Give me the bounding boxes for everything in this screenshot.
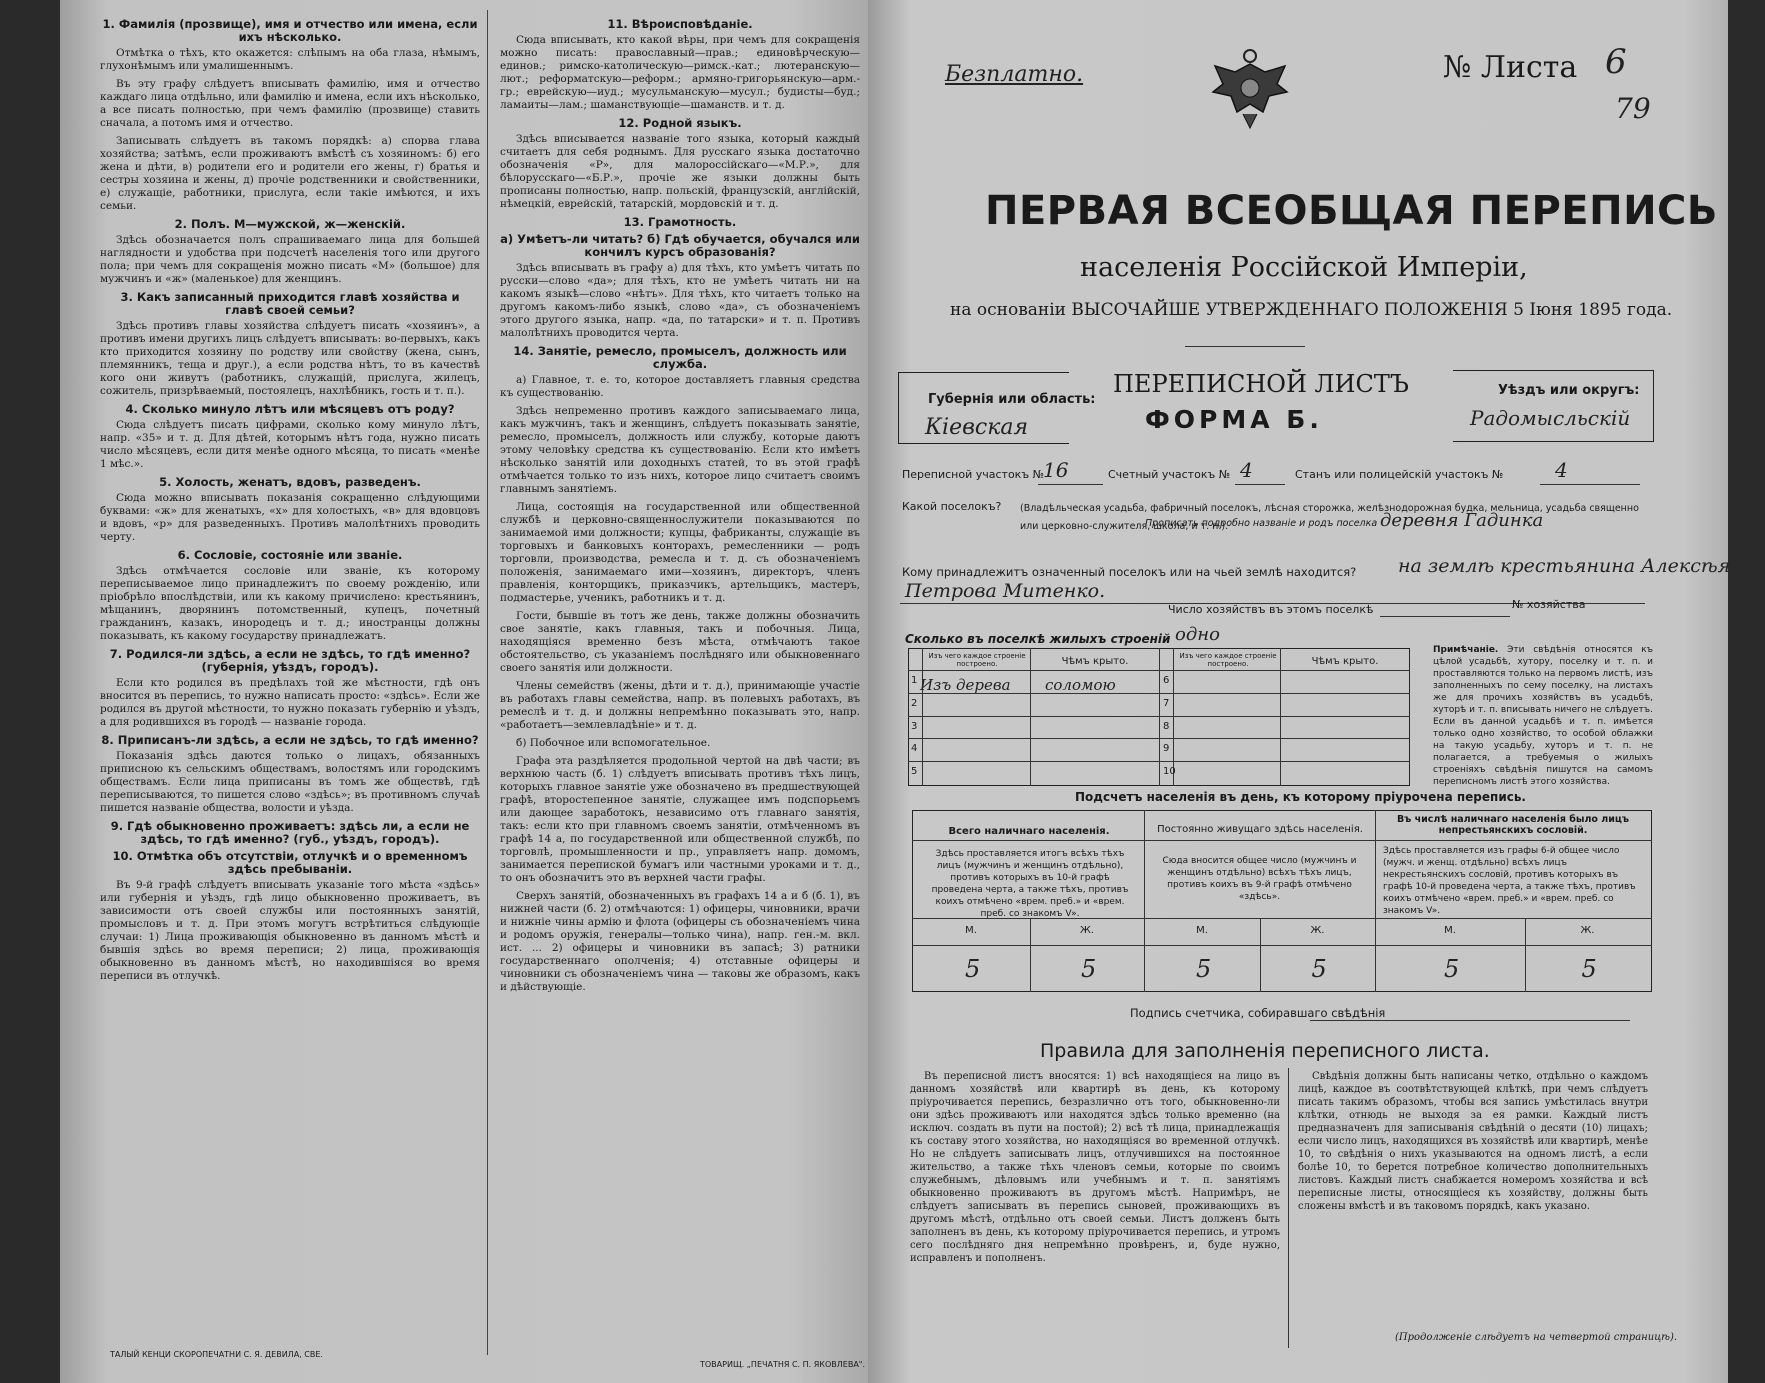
male-label: М. (1444, 925, 1456, 936)
count-district-value: 4 (1240, 458, 1253, 482)
bld-row-number: 5 (911, 766, 918, 778)
instructions-column-1 (100, 14, 480, 1344)
bld-row-number: 4 (911, 743, 918, 755)
count-col1-text: Здѣсь проставляется итогъ всѣхъ тѣхъ лицъ (мужчинъ и женщинъ отдѣльно), противъ которыхъ въ 10-й графѣ проведена черта, а также тѣхъ, противъ коихъ отмѣчено «врем. преб.» и «врем. преб. со знакомъ V». (931, 849, 1129, 919)
form-title: ПЕРЕПИСНОЙ ЛИСТЪ (1113, 370, 1409, 398)
census-basis: на основаніи ВЫСОЧАЙШЕ УТВЕРЖДЕННАГО ПОЛОЖЕНІЯ 5 Іюня 1895 года. (950, 300, 1673, 320)
instruction-paragraph: Если кто родился въ предѣлахъ той же мѣстности, гдѣ онъ вносится въ перепись, то нужно написать просто: «здѣсь». Если же родился въ другой мѣстности, то нужно показать губернію и уѣздъ, а для родившихся въ городѣ — названіе города. (100, 677, 480, 728)
buildings-label: Сколько въ поселкѣ жилыхъ строеній (905, 632, 1171, 646)
census-subtitle: населенія Россійской Имперіи, (1080, 252, 1528, 283)
instruction-paragraph: б) Побочное или вспомогательное. (516, 737, 711, 749)
bld-row-number: 2 (911, 697, 918, 709)
rules-column-2 (1298, 1070, 1648, 1332)
instructions-column-2 (500, 14, 860, 1344)
column-divider (487, 10, 488, 1355)
census-title: ПЕРВАЯ ВСЕОБЩАЯ ПЕРЕПИСЬ (985, 188, 1718, 234)
bld-row-number: 3 (911, 720, 918, 732)
bld-row-number: 9 (1163, 743, 1170, 755)
instruction-paragraph: Сюда слѣдуетъ писать цифрами, сколько кому минуло лѣтъ, напр. «35» и т. д. Для дѣтей, которымъ нѣтъ года, нужно писать число мѣсяцевъ, если дитя менѣе одного мѣсяца, то писать «менѣе 1 мѣс.». (100, 419, 480, 470)
instruction-paragraph: Здѣсь вписывать въ графу а) для тѣхъ, кто умѣетъ читать по русски—слово «да»; для тѣхъ, кто не умѣетъ читать ни на какомъ языкѣ—слово «нѣтъ». Для тѣхъ, кто читаетъ только на другомъ какомъ-либо языкѣ, слово «да», съ обозначеніемъ этого другого языка, напр. «да, по татарски» и т. п. Противъ малолѣтнихъ проводится черта. (500, 262, 860, 339)
instruction-paragraph: Въ эту графу слѣдуетъ вписывать фамилію, имя и отчество каждаго лица отдѣльно, или фамилію и имена, если ихъ нѣсколько, а все писать полностью, при чемъ фамилію (прозвище) ставить сначала, а потомъ имя и отчество. (100, 78, 480, 129)
female-label: Ж. (1310, 925, 1325, 936)
bld-row-line (908, 761, 1410, 762)
instruction-paragraph: Сверхъ занятій, обозначенныхъ въ графахъ 14 а и б (б. 1), въ нижней части (б. 2) отмѣчаются: 1) офицеры, чиновники, врачи и нижніе чины армію и флота (офицеры съ обозначеніемъ чина и родомъ оружія, генералы—только чина), напр. ген.-м. вкл. ист. ... 2) офицеры и чиновники въ запасѣ; 3) ратники государственнаго ополченія; 4) отставные офицеры и чиновники съ обозначеніемъ чина — таковы же образомъ, какъ и дѣйствующіе. (500, 890, 860, 993)
printer-footer-right: ТОВАРИЩ. „ПЕЧАТНЯ С. П. ЯКОВЛЕВА". (700, 1360, 866, 1369)
census-district-value: 16 (1043, 458, 1069, 482)
count-value: 5 (1081, 955, 1097, 983)
rules-title: Правила для заполненія переписного листа. (1040, 1040, 1490, 1062)
male-label: М. (965, 925, 977, 936)
owner-value-2: Петрова Митенко. (905, 580, 1106, 602)
count-table-v2 (1375, 810, 1376, 992)
buildings-table-header-line (908, 670, 1410, 671)
instruction-paragraph: Показанія здѣсь даются только о лицахъ, обязанныхъ приписною къ сельскимъ обществамъ, волостямъ или городскимъ обществамъ. Если лица приписаны въ томъ же обществѣ, гдѣ переписываются, то пишется слово «здѣсь»; въ противномъ случаѣ пишется названіе общества, волости и уѣзда. (100, 750, 480, 814)
instruction-paragraph: Гости, бывшіе въ тотъ же день, также должны обозначить свое занятіе, какъ главныя, такъ и побочныя. Лица, находящіяся временно безъ мѣста, отмѣчаютъ такое обстоятельство, съ указаніемъ послѣдняго или обыкновеннаго своего занятія или должности. (500, 610, 860, 674)
instruction-paragraph: Члены семействъ (жены, дѣти и т. д.), принимающіе участіе въ работахъ главы семейства, напр. въ полевыхъ работахъ, въ ремеслѣ и т. д. и должны непремѣнно показывать это, напр. «работаетъ—землевладѣніе» и т. д. (500, 680, 860, 731)
instruction-heading: 7. Родился-ли здѣсь, а если не здѣсь, то гдѣ именно? (губернія, уѣздъ, городъ). (109, 647, 471, 674)
count-col1-header: Всего наличнаго населенія. (948, 826, 1110, 837)
instruction-heading: 14. Занятіе, ремесло, промыселъ, должность или служба. (513, 344, 847, 371)
buildings-table-mid (1159, 648, 1160, 786)
buildings-roof-col-left (1030, 648, 1031, 786)
rules-continued: (Продолженіе слѣдуетъ на четвертой страницѣ). (1395, 1332, 1678, 1343)
instruction-paragraph: Здѣсь противъ главы хозяйства слѣдуетъ писать «хозяинъ», а противъ имени другихъ лицъ слѣдуетъ вписывать: во-первыхъ, какъ кто приходится хозяину по родству или свойству (жена, сынъ, племянникъ, теща и друг.), а если родства нѣтъ, то въ качествѣ кого они живутъ (работникъ, служащій, прислуга, жилецъ, сожитель, призрѣваемый, постоялецъ, нахлѣбникъ, гость и т. п.). (100, 320, 480, 397)
count-value: 5 (965, 955, 981, 983)
province-value: Кіевская (925, 415, 1029, 440)
instruction-heading: 6. Сословіе, состояніе или званіе. (177, 548, 403, 562)
settlement-hint: (Владѣльческая усадьба, фабричный поселокъ, лѣсная сторожка, желѣзнодорожная будка, мельница, усадьба священно или церковно-служителя, школа, и т. п.). (1020, 503, 1639, 532)
sheet-number-value: 6 (1605, 42, 1627, 82)
count-col3-text: Здѣсь проставляется изъ графы 6-й общее число (мужч. и женщ. отдѣльно) всѣхъ лицъ некрестьянскихъ сословій, противъ которыхъ въ графѣ 10-й проведена черта, а также тѣхъ, противъ коихъ отмѣчено «врем. преб.» и «врем. преб. со знакомъ V». (1383, 846, 1636, 916)
instruction-heading: 13. Грамотность. (623, 215, 737, 229)
instruction-paragraph: Графа эта раздѣляется продольной чертой на двѣ части; въ верхнюю часть (б. 1) слѣдуетъ вписывать противъ тѣхъ лицъ, которыхъ главное занятіе уже обозначено въ предшествующей графѣ, второстепенное занятіе, служащее имъ подспорьемъ или дающее заработокъ, независимо отъ главнаго занятія, такъ: если кто при главномъ своемъ занятіи, отмѣченномъ въ графѣ 14 а, по государственной или общественной службѣ, по торговлѣ, промышленности и пр., управляетъ напр. домомъ, занимается перепиской бумагъ или частными уроками и т. д., то онъ обозначитъ это въ верхней части графы. (500, 755, 860, 884)
census-district-label: Переписной участокъ № (902, 468, 1045, 481)
households-label: Число хозяйствъ въ этомъ поселкѣ (1168, 603, 1374, 616)
signature-line (1310, 1020, 1630, 1021)
household-number-label: № хозяйства (1512, 598, 1586, 611)
bld-row-number: 1 (911, 675, 918, 686)
instruction-paragraph: Здѣсь обозначается полъ спрашиваемаго лица для большей наглядности и удобства при подсчетѣ населенія того или другого пола; при чемъ для сокращенія можно писать «М» (большое) для мужчинъ и «ж» (маленькое) для женщинъ. (100, 234, 480, 285)
census-district-line (1038, 484, 1103, 485)
buildings-num-col-left (922, 648, 923, 786)
instruction-paragraph: Записывать слѣдуетъ въ такомъ порядкѣ: а) спорва глава хозяйства; затѣмъ, если проживаютъ вмѣстѣ съ хозяиномъ: б) его жена и дѣти, в) родители его и родители его жены, г) братья и сестры хозяина и жены, д) прочіе родственники и свойственники, е) служащіе, работники, прислуга, если такіе имѣются, и ихъ семьи. (100, 135, 480, 212)
count-col2-text: Сюда вносится общее число (мужчинъ и женщинъ отдѣльно) всѣхъ тѣхъ лицъ, противъ коихъ въ 9-й графѣ отмѣчено «здѣсь». (1162, 856, 1357, 902)
instruction-heading: 2. Полъ. М—мужской, ж—женскій. (174, 217, 406, 231)
instruction-paragraph: Здѣсь отмѣчается сословіе или званіе, къ которому переписываемое лицо принадлежитъ по своему рожденію, или пріобрѣло впослѣдствіи, или къ какому причислено: крестьянинъ, мѣщанинъ, дворянинъ потомственный, купецъ, почетный гражданинъ, казакъ, инородецъ и т. д.; иностранцы должны показывать, къ какому государству принадлежатъ. (100, 565, 480, 642)
district-label: Уѣздъ или округъ: (1498, 383, 1640, 398)
instruction-paragraph: Сюда можно вписывать показанія сокращенно слѣдующими буквами: «ж» для женатыхъ, «х» для холостыхъ, «в» для вдовцовъ и вдовъ, «р» для разведенныхъ. Противъ малолѣтнихъ проводить черту. (100, 492, 480, 543)
camp-line (1540, 484, 1640, 485)
printer-footer-left: ТАЛЫЙ КЕНЦИ СКОРОПЕЧАТНИ С. Я. ДЕВИЛА, СВЕ. (110, 1350, 323, 1359)
instruction-paragraph: Въ 9-й графѣ слѣдуетъ вписывать указаніе того мѣста «здѣсь» или губернія и уѣздъ, гдѣ лицо обыкновенно проживаетъ, въ зависимости отъ своей службы или постоянныхъ занятій, промысловъ и т. д. При этомъ могутъ встрѣтиться слѣдующіе случаи: 1) Лица проживающія обыкновенно въ данномъ мѣстѣ и бывшія здѣсь во время переписи; 2) лица, проживающія обыкновенно въ данномъ мѣстѣ, но находившіяся во время переписи въ отлучкѣ. (100, 879, 480, 982)
settlement-value: деревня Гадинка (1380, 510, 1544, 531)
rules-column-1 (910, 1070, 1280, 1350)
bld-header-material-right: Изъ чего каждое строеніе построено. (1179, 652, 1277, 668)
bld-row1-material: Изъ дерева (920, 676, 1011, 694)
owner-value-1: на землѣ крестьянина Алексѣя (1398, 555, 1731, 577)
free-label: Безплатно. (945, 62, 1084, 87)
bld-row1-roof: соломою (1045, 676, 1116, 694)
buildings-value: одно (1175, 624, 1220, 645)
buildings-roof-col-right (1280, 648, 1281, 786)
count-table-h3 (912, 945, 1652, 946)
sheet-number-value-2: 79 (1615, 92, 1651, 125)
camp-value: 4 (1555, 458, 1568, 482)
female-label: Ж. (1080, 925, 1094, 936)
count-district-line (1235, 484, 1285, 485)
instruction-heading: 4. Сколько минуло лѣтъ или мѣсяцевъ отъ роду? (125, 402, 455, 416)
instruction-heading: а) Умѣетъ-ли читать? б) Гдѣ обучается, обучался или кончилъ курсъ образованія? (500, 232, 860, 259)
bld-header-roof-right: Чѣмъ крыто. (1311, 656, 1379, 667)
count-col2-header: Постоянно живущаго здѣсь населенія. (1157, 824, 1363, 835)
instruction-heading: 11. Вѣроисповѣданіе. (607, 17, 753, 31)
count-col3-header: Въ числѣ наличнаго населенія было лицъ непрестьянскихъ сословій. (1396, 814, 1630, 836)
province-label: Губернія или область: (928, 392, 1096, 407)
count-table-v1 (1144, 810, 1145, 992)
instruction-heading: 1. Фамилія (прозвище), имя и отчество или имена, если ихъ нѣсколько. (102, 17, 478, 44)
instruction-heading: 5. Холость, женатъ, вдовъ, разведенъ. (159, 475, 421, 489)
settlement-label: Какой поселокъ? (902, 500, 1002, 513)
signature-label: Подпись счетчика, собиравшаго свѣдѣнія (1130, 1006, 1386, 1020)
buildings-note (1433, 644, 1653, 788)
bld-row-line (908, 716, 1410, 717)
count-heading: Подсчетъ населенія въ день, къ которому пріурочена перепись. (1075, 790, 1526, 804)
female-label: Ж. (1580, 925, 1595, 936)
rules-text-2: Свѣдѣнія должны быть написаны четко, отдѣльно о каждомъ лицѣ, каждое въ соотвѣтствующей клѣткѣ, при чемъ слѣдуетъ писать такимъ образомъ, чтобы вся запись умѣстилась внутри клѣтки, отнюдь не выходя за ея рамки. Каждый листъ предназначенъ для записыванія свѣдѣній о десяти (10) лицахъ; если число лицъ, находящихся въ хозяйствѣ или квартирѣ, менѣе 10, то свѣдѣнія о нихъ указываются на одномъ листѣ, а если болѣе 10, то берется потребное количество дополнительныхъ листовъ. Каждый листъ снабжается номеромъ хозяйства и всѣ переписные листы, относящіеся къ хозяйству, должны быть сложены вмѣстѣ и въ таковомъ порядкѣ, какъ указано. (1298, 1071, 1648, 1212)
count-value: 5 (1311, 955, 1327, 983)
sheet-number-label: № Листа (1443, 50, 1578, 85)
instruction-paragraph: Сюда вписывать, кто какой вѣры, при чемъ для сокращенія можно писать: православный—прав.; единовѣрческую—единов.; римско-католическую—римск.-кат.; лютеранскую—лют.; реформатскую—реформ.; армяно-григорьянскую—арм.-гр.; еврейскую—иуд.; мусульманскую—мусул.; будисты—буд.; ламаиты—лам.; шаманствующіе—шаманств. и т. д. (500, 34, 860, 111)
form-subtitle: ФОРМА Б. (1145, 405, 1323, 434)
households-line (1380, 616, 1510, 617)
bld-row-line (908, 738, 1410, 739)
title-rule (1185, 346, 1305, 347)
instruction-heading: 12. Родной языкъ. (618, 116, 742, 130)
rules-text-1: Въ переписной листъ вносятся: 1) всѣ находящіеся на лицо въ данномъ хозяйствѣ или квартирѣ въ день, къ которому пріурочивается перепись, безразлично отъ того, обыкновенно-ли они здѣсь проживаютъ или находятся здѣсь только временно (на исключ. создать въ пути на постой); 2) всѣ тѣ лица, принадлежащія къ составу этого хозяйства, но находящіяся во временной отлучкѣ. Но не слѣдуетъ записывать лицъ, отлучившихся на постоянное жительство, а также тѣхъ членовъ семьи, которые по своимъ служебнымъ, дѣловымъ или учебнымъ и т. п. занятіямъ обыкновенно проживаютъ въ другомъ мѣстѣ. Напримѣръ, не слѣдуетъ записывать въ перепись сыновей, проживающихъ въ другомъ мѣстѣ, отдѣльно отъ своей семьи. Листъ долженъ быть заполненъ въ день, къ которому пріурочивается перепись, и утромъ сего послѣдняго дня непремѣнно провѣренъ, и, буде нужно, исправленъ и пополненъ. (910, 1071, 1280, 1264)
instruction-paragraph: Лица, состоящія на государственной или общественной службѣ и церковно-священнослужители показываются по занимаемой ими должности; купцы, фабриканты, служащіе въ торговыхъ и банковыхъ конторахъ, ремесленники — родъ торговли, производства, ремесла и т. д. съ обозначеніемъ положенія, занимаемаго ими—хозяинъ, директоръ, членъ правленія, конторщикъ, приказчикъ, артельщикъ, мастеръ, подмастерье, ученикъ, работникъ и т. д. (500, 501, 860, 604)
count-value: 5 (1581, 955, 1597, 983)
instruction-paragraph: Здѣсь вписывается названіе того языка, который каждый считаетъ для себя роднымъ. Для русскаго языка достаточно обозначенія «Р», для малороссійскаго—«М.Р.», для бѣлорусскаго—«Б.Р.», прочіе же языки должны быть прописаны полностью, напр. польскій, французскій, англійскій, нѣмецкій, еврейскій, татарскій, мордовскій и т. д. (500, 133, 860, 210)
double-eagle-emblem (1205, 44, 1295, 134)
instruction-paragraph: а) Главное, т. е. то, которое доставляетъ главныя средства къ существованію. (500, 374, 860, 399)
instruction-heading: 10. Отмѣтка объ отсутствіи, отлучкѣ и о временномъ здѣсь пребываніи. (112, 849, 468, 876)
settlement-hint-2: Прописать подробно названіе и родъ поселка (1145, 518, 1378, 529)
bld-row-number: 10 (1163, 766, 1176, 778)
instruction-paragraph: Отмѣтка о тѣхъ, кто окажется: слѣпымъ на оба глаза, нѣмымъ, глухонѣмымъ или умалишеннымъ. (100, 47, 480, 72)
instruction-heading: 9. Гдѣ обыкновенно проживаетъ: здѣсь ли, а если не здѣсь, то гдѣ именно? (губ., уѣздъ, городъ). (110, 819, 470, 846)
bld-row-number: 6 (1163, 675, 1170, 686)
male-label: М. (1196, 925, 1208, 936)
district-value: Радомысльскій (1470, 406, 1631, 430)
owner-label: Кому принадлежитъ означенный поселокъ или на чьей землѣ находится? (902, 565, 1357, 579)
bld-row-number: 8 (1163, 720, 1170, 732)
bld-row-number: 7 (1163, 697, 1170, 709)
instruction-heading: 8. Приписанъ-ли здѣсь, а если не здѣсь, то гдѣ именно? (101, 733, 479, 747)
count-table-h1 (912, 840, 1652, 841)
note-label: Примѣчаніе. (1433, 645, 1499, 655)
rules-divider (1288, 1068, 1289, 1348)
instruction-paragraph: Здѣсь непременно противъ каждого записываемаго лица, какъ мужчинъ, такъ и женщинъ, слѣдуетъ показывать занятіе, ремесло, промыселъ, должность или службу, которые даютъ этому человѣку средства къ существованію. Если кто имѣетъ нѣсколько занятій или доходныхъ статей, то въ этой графѣ отмѣчается только то изъ нихъ, которое лицо считаетъ своимъ главнымъ занятіемъ. (500, 405, 860, 495)
count-value: 5 (1444, 955, 1460, 983)
bld-header-material-left: Изъ чего каждое строеніе построено. (928, 652, 1026, 668)
count-district-label: Счетный участокъ № (1108, 468, 1231, 481)
bld-header-roof-left: Чѣмъ крыто. (1061, 656, 1129, 667)
note-text: Эти свѣдѣнія относятся къ цѣлой усадьбѣ, хутору, поселку и т. п. и проставляются только на первомъ листѣ, изъ заполненныхъ по сему поселку, на листахъ же для прочихъ хозяйствъ въ усадьбѣ, хуторѣ и т. п. вписывать ничего не слѣдуетъ. Если въ данной усадьбѣ и т. п. имѣется только одно хозяйство, то особой облажки на такую усадьбу, хуторъ и т. п. не полагается, а требуемыя о жилыхъ строеніяхъ свѣдѣнія пишутся на самомъ переписномъ листѣ этого хозяйства. (1433, 645, 1653, 787)
camp-label: Станъ или полицейскій участокъ № (1295, 468, 1504, 481)
count-value: 5 (1196, 955, 1212, 983)
instruction-heading: 3. Какъ записанный приходится главѣ хозяйства и главѣ своей семьи? (120, 290, 460, 317)
